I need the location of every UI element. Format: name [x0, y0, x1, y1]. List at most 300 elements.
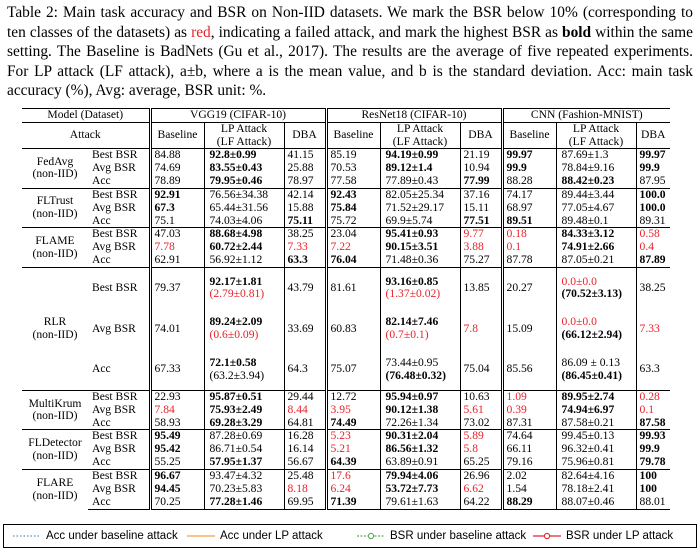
cell-vgg19-lp [204, 267, 284, 308]
cell-value: 82.64±4.16 [561, 469, 615, 483]
cell-value: 72.1±0.58 [209, 356, 257, 370]
cell-resnet18-dba [460, 404, 502, 417]
cell-value: 75.11 [287, 213, 313, 227]
cell-cnn-lp [556, 228, 636, 241]
metric-label: Acc [92, 174, 111, 188]
cell-vgg19-dba [284, 241, 326, 254]
cell-cnn-baseline [502, 267, 556, 308]
cell-vgg19-dba [284, 390, 326, 403]
method-cell [22, 188, 88, 228]
cell-value: 16.28 [287, 429, 314, 443]
cell-resnet18-baseline [326, 228, 380, 241]
cell-value: 68.97 [506, 200, 533, 214]
cell-value: 87.89 [639, 253, 666, 267]
cell-value: 42.14 [287, 187, 314, 201]
cell-value: 10.63 [463, 389, 490, 403]
cell-vgg19-baseline [150, 308, 204, 349]
cell-value: 88.68±4.98 [209, 227, 263, 241]
cell-cnn-lp [556, 267, 636, 308]
method-setting: (non-IID) [32, 448, 78, 462]
cell-value: 88.29 [506, 494, 533, 508]
cell-resnet18-dba [460, 175, 502, 188]
table-row [22, 241, 670, 254]
cell-value: 78.84±9.16 [561, 161, 615, 175]
cell-value: 2.02 [506, 469, 527, 483]
cell-value: 0.1 [506, 240, 522, 254]
cell-vgg19-lp [204, 456, 284, 469]
table-row [22, 175, 670, 188]
cell-value: 81.61 [330, 280, 357, 294]
cell-value: 69.28±3.29 [209, 415, 263, 429]
cell-resnet18-lp [380, 228, 460, 241]
header-lp-label: LP Attack [396, 122, 444, 135]
cell-value: 78.89 [154, 174, 181, 188]
cell-vgg19-lp [204, 483, 284, 496]
cell-value: 65.25 [463, 455, 490, 469]
metric-label: Avg BSR [92, 161, 136, 175]
header-model-cnn: CNN (Fashion-MNIST) [502, 109, 670, 123]
cell-vgg19-dba [284, 149, 326, 162]
cell-resnet18-dba [460, 483, 502, 496]
cell-value: 88.07±0.46 [561, 494, 615, 508]
cell-vgg19-lp [204, 228, 284, 241]
method-name: RLR [43, 315, 67, 329]
cell-value: 79.95±0.46 [209, 174, 263, 188]
cell-value: 77.05±4.67 [561, 200, 615, 214]
cell-resnet18-baseline [326, 470, 380, 483]
cell-cnn-dba [636, 483, 670, 496]
cell-vgg19-dba [284, 404, 326, 417]
cell-value: 7.84 [154, 402, 175, 416]
cell-value: 60.72±2.44 [209, 240, 263, 254]
metric-label: Best BSR [88, 267, 150, 308]
cell-value: 37.16 [463, 187, 490, 201]
cell-cnn-dba [636, 308, 670, 349]
cell-value: 15.09 [506, 321, 533, 335]
metric-label: Avg BSR [92, 402, 136, 416]
cell-value: 0.0±0.0 [561, 315, 597, 329]
header-attack: Attack [22, 123, 150, 149]
cell-lf-value: (70.52±3.13) [561, 287, 622, 301]
cell-value: 0.1 [639, 402, 655, 416]
cell-cnn-lp [556, 456, 636, 469]
cell-value: 90.12±1.38 [385, 402, 439, 416]
cell-value: 0.4 [639, 240, 655, 254]
cell-value: 85.19 [330, 148, 357, 162]
cell-value: 99.93 [639, 429, 666, 443]
method-cell [22, 228, 88, 268]
cell-value: 84.33±3.12 [561, 227, 615, 241]
cell-value: 94.19±0.99 [385, 148, 439, 162]
cell-value: 63.3 [639, 362, 660, 376]
cell-value: 60.83 [330, 321, 357, 335]
cell-value: 41.15 [287, 148, 314, 162]
cell-vgg19-baseline [150, 470, 204, 483]
cell-value: 64.81 [287, 415, 314, 429]
cell-lf-value: (76.48±0.32) [385, 368, 446, 382]
legend-line-icon [532, 532, 562, 540]
cell-resnet18-dba [460, 254, 502, 267]
cell-resnet18-baseline [326, 162, 380, 175]
cell-resnet18-dba [460, 496, 502, 509]
cell-cnn-baseline [502, 308, 556, 349]
cell-value: 75.93±2.49 [209, 402, 263, 416]
table-row [22, 267, 670, 308]
cell-value: 76.04 [330, 253, 357, 267]
header-baseline-vgg19: Baseline [150, 123, 204, 149]
cell-value: 78.18±2.41 [561, 481, 615, 495]
cell-vgg19-baseline [150, 430, 204, 443]
cell-value: 10.94 [463, 161, 490, 175]
cell-value: 85.56 [506, 362, 533, 376]
cell-cnn-baseline [502, 188, 556, 201]
cell-resnet18-lp [380, 162, 460, 175]
cell-vgg19-dba [284, 188, 326, 201]
cell-resnet18-lp [380, 308, 460, 349]
cell-value: 62.91 [154, 253, 181, 267]
header-dba-cnn: DBA [636, 123, 670, 149]
metric-label: Avg BSR [92, 481, 136, 495]
header-model-dataset: Model (Dataset) [22, 109, 150, 123]
metric-label: Avg BSR [92, 200, 136, 214]
cell-value: 87.95 [639, 174, 666, 188]
cell-value: 75.07 [330, 362, 357, 376]
cell-cnn-baseline [502, 496, 556, 509]
header-model-vgg19: VGG19 (CIFAR-10) [150, 109, 326, 123]
cell-resnet18-dba [460, 241, 502, 254]
cell-resnet18-dba [460, 149, 502, 162]
cell-lf-value: (63.2±3.94) [209, 368, 265, 382]
cell-value: 25.48 [287, 469, 314, 483]
cell-value: 7.33 [287, 240, 308, 254]
metric-label: Acc [92, 455, 111, 469]
method-setting: (non-IID) [32, 167, 78, 181]
table-row [22, 404, 670, 417]
cell-resnet18-lp [380, 430, 460, 443]
cell-value: 90.31±2.04 [385, 429, 439, 443]
cell-value: 89.31 [639, 213, 666, 227]
cell-vgg19-baseline [150, 456, 204, 469]
cell-cnn-lp [556, 241, 636, 254]
cell-value: 78.97 [287, 174, 314, 188]
cell-resnet18-baseline [326, 254, 380, 267]
metric-label: Acc [92, 213, 111, 227]
table-row [22, 430, 670, 443]
cell-value: 79.16 [506, 455, 533, 469]
cell-value: 99.45±0.13 [561, 429, 615, 443]
cell-cnn-dba [636, 201, 670, 214]
cell-value: 6.24 [330, 481, 351, 495]
cell-resnet18-baseline [326, 456, 380, 469]
cell-cnn-dba [636, 430, 670, 443]
cell-value: 99.97 [506, 148, 533, 162]
cell-resnet18-lp [380, 267, 460, 308]
cell-value: 15.88 [287, 200, 314, 214]
method-cell [22, 267, 88, 390]
cell-resnet18-dba [460, 228, 502, 241]
method-setting: (non-IID) [32, 327, 78, 341]
cell-resnet18-dba [460, 349, 502, 390]
method-setting: (non-IID) [32, 207, 78, 221]
cell-cnn-lp [556, 188, 636, 201]
cell-value: 87.58 [639, 415, 666, 429]
cell-value: 99.97 [639, 148, 666, 162]
method-setting: (non-IID) [32, 246, 78, 260]
header-lp-attack-cnn [556, 123, 636, 149]
cell-value: 77.28±1.46 [209, 494, 263, 508]
cell-cnn-lp [556, 349, 636, 390]
cell-vgg19-dba [284, 215, 326, 228]
cell-value: 100.0 [639, 187, 666, 201]
cell-value: 25.88 [287, 161, 314, 175]
cell-vgg19-dba [284, 308, 326, 349]
cell-value: 92.8±0.99 [209, 148, 257, 162]
cell-value: 58.93 [154, 415, 181, 429]
cell-resnet18-lp [380, 443, 460, 456]
cell-value: 5.8 [463, 442, 478, 456]
cell-value: 75.72 [330, 213, 357, 227]
figure-legend [3, 524, 697, 548]
metric-label: Acc [92, 415, 111, 429]
cell-value: 23.04 [330, 227, 357, 241]
method-name: FLAME [35, 234, 75, 247]
metric-label: Acc [92, 253, 111, 267]
cell-resnet18-dba [460, 430, 502, 443]
cell-vgg19-lp [204, 188, 284, 201]
cell-value: 72.26±1.34 [385, 415, 439, 429]
cell-cnn-baseline [502, 430, 556, 443]
cell-vgg19-baseline [150, 404, 204, 417]
method-name: FedAvg [36, 154, 74, 168]
cell-value: 20.27 [506, 280, 533, 294]
cell-resnet18-dba [460, 215, 502, 228]
metric-label: Acc [92, 362, 111, 376]
cell-value: 87.78 [506, 253, 533, 267]
metric-label: Best BSR [88, 470, 150, 483]
cell-value: 71.48±0.36 [385, 253, 439, 267]
cell-value: 74.17 [506, 187, 533, 201]
cell-value: 71.39 [330, 494, 357, 508]
cell-cnn-lp [556, 496, 636, 509]
cell-value: 88.28 [506, 174, 533, 188]
cell-vgg19-baseline [150, 390, 204, 403]
cell-value: 99.9 [506, 161, 527, 175]
cell-value: 95.42 [154, 442, 181, 456]
method-cell [22, 430, 88, 470]
metric-label: Avg BSR [92, 240, 136, 254]
cell-value: 95.49 [154, 429, 181, 443]
table-row [22, 456, 670, 469]
cell-resnet18-baseline [326, 404, 380, 417]
cell-value: 74.64 [506, 429, 533, 443]
cell-value: 82.05±25.34 [385, 187, 445, 201]
cell-value: 0.58 [639, 227, 660, 241]
cell-cnn-dba [636, 254, 670, 267]
cell-vgg19-dba [284, 228, 326, 241]
cell-cnn-lp [556, 149, 636, 162]
cell-resnet18-baseline [326, 175, 380, 188]
cell-vgg19-baseline [150, 483, 204, 496]
cell-vgg19-lp [204, 470, 284, 483]
cell-vgg19-dba [284, 430, 326, 443]
cell-vgg19-baseline [150, 175, 204, 188]
cell-value: 88.01 [639, 494, 666, 508]
cell-vgg19-lp [204, 241, 284, 254]
cell-resnet18-dba [460, 201, 502, 214]
header-dba-vgg19: DBA [284, 123, 326, 149]
cell-value: 89.48±0.1 [561, 213, 609, 227]
cell-resnet18-lp [380, 241, 460, 254]
cell-value: 88.42±0.23 [561, 174, 615, 188]
cell-value: 90.15±3.51 [385, 240, 439, 254]
cell-value: 70.23±5.83 [209, 481, 263, 495]
header-lf-label: (LF Attack) [216, 134, 272, 148]
cell-value: 89.24±2.09 [209, 315, 263, 329]
cell-value: 9.77 [463, 227, 484, 241]
cell-vgg19-lp [204, 404, 284, 417]
cell-resnet18-lp [380, 149, 460, 162]
cell-value: 75.04 [463, 362, 490, 376]
cell-value: 74.69 [154, 161, 181, 175]
cell-value: 74.01 [154, 321, 181, 335]
table-row [22, 215, 670, 228]
cell-vgg19-baseline [150, 496, 204, 509]
cell-vgg19-lp [204, 215, 284, 228]
table-row [22, 308, 670, 349]
method-name: FLARE [36, 475, 74, 489]
cell-value: 3.88 [463, 240, 484, 254]
cell-value: 1.54 [506, 481, 527, 495]
cell-cnn-baseline [502, 417, 556, 430]
metric-label: Best BSR [88, 188, 150, 201]
metric-label: Best BSR [88, 149, 150, 162]
cell-value: 77.89±0.43 [385, 174, 439, 188]
cell-resnet18-baseline [326, 349, 380, 390]
cell-resnet18-lp [380, 254, 460, 267]
cell-value: 0.28 [639, 389, 660, 403]
cell-value: 38.25 [287, 227, 314, 241]
cell-resnet18-baseline [326, 483, 380, 496]
cell-vgg19-lp [204, 149, 284, 162]
cell-vgg19-baseline [150, 349, 204, 390]
table-row [22, 254, 670, 267]
cell-cnn-baseline [502, 404, 556, 417]
cell-resnet18-baseline [326, 201, 380, 214]
legend-line-icon [356, 532, 386, 540]
cell-vgg19-lp [204, 496, 284, 509]
cell-vgg19-baseline [150, 443, 204, 456]
cell-vgg19-lp [204, 254, 284, 267]
table-row [22, 188, 670, 201]
cell-lf-value: (0.6±0.09) [209, 327, 259, 341]
cell-value: 0.39 [506, 402, 527, 416]
cell-resnet18-dba [460, 470, 502, 483]
header-lp-attack-vgg19 [204, 123, 284, 149]
cell-vgg19-lp [204, 175, 284, 188]
cell-value: 73.02 [463, 415, 490, 429]
cell-vgg19-baseline [150, 417, 204, 430]
cell-value: 8.44 [287, 402, 308, 416]
cell-value: 21.19 [463, 148, 490, 162]
cell-cnn-baseline [502, 390, 556, 403]
cell-resnet18-baseline [326, 241, 380, 254]
cell-value: 56.92±1.12 [209, 253, 263, 267]
cell-value: 87.31 [506, 415, 533, 429]
cell-value: 100.0 [639, 200, 666, 214]
caption-bold-word: bold [562, 23, 592, 41]
header-lp-attack-resnet18 [380, 123, 460, 149]
header-lp-label: LP Attack [572, 122, 620, 135]
cell-value: 7.78 [154, 240, 175, 254]
cell-cnn-lp [556, 175, 636, 188]
cell-cnn-dba [636, 404, 670, 417]
cell-vgg19-baseline [150, 228, 204, 241]
cell-resnet18-baseline [326, 267, 380, 308]
header-lf-label: (LF Attack) [392, 134, 448, 148]
cell-vgg19-lp [204, 162, 284, 175]
cell-resnet18-baseline [326, 430, 380, 443]
table-row [22, 483, 670, 496]
cell-value: 86.71±0.54 [209, 442, 263, 456]
cell-resnet18-baseline [326, 417, 380, 430]
cell-cnn-dba [636, 417, 670, 430]
cell-value: 77.99 [463, 174, 490, 188]
cell-cnn-dba [636, 390, 670, 403]
cell-resnet18-dba [460, 188, 502, 201]
cell-cnn-baseline [502, 228, 556, 241]
cell-value: 94.45 [154, 481, 181, 495]
cell-vgg19-dba [284, 483, 326, 496]
cell-cnn-dba [636, 228, 670, 241]
cell-vgg19-baseline [150, 267, 204, 308]
method-name: MultiKrum [28, 396, 82, 410]
cell-cnn-dba [636, 470, 670, 483]
cell-vgg19-dba [284, 417, 326, 430]
table-row [22, 496, 670, 509]
cell-resnet18-lp [380, 470, 460, 483]
cell-resnet18-baseline [326, 443, 380, 456]
cell-vgg19-baseline [150, 188, 204, 201]
table-row [22, 349, 670, 390]
cell-cnn-baseline [502, 349, 556, 390]
cell-value: 1.09 [506, 389, 527, 403]
cell-value: 95.87±0.51 [209, 389, 263, 403]
cell-value: 26.96 [463, 469, 490, 483]
cell-value: 96.67 [154, 469, 181, 483]
cell-value: 86.56±1.32 [385, 442, 439, 456]
table-row [22, 149, 670, 162]
cell-value: 71.52±29.17 [385, 200, 445, 214]
method-setting: (non-IID) [32, 409, 78, 423]
cell-value: 99.9 [639, 442, 660, 456]
cell-value: 0.0±0.0 [561, 274, 597, 288]
cell-value: 7.8 [463, 321, 478, 335]
cell-vgg19-lp [204, 390, 284, 403]
cell-resnet18-baseline [326, 149, 380, 162]
cell-value: 29.44 [287, 389, 314, 403]
cell-lf-value: (66.12±2.94) [561, 327, 622, 341]
cell-value: 74.91±2.66 [561, 240, 615, 254]
cell-vgg19-lp [204, 443, 284, 456]
cell-cnn-lp [556, 215, 636, 228]
table-row [22, 443, 670, 456]
cell-value: 77.51 [463, 213, 490, 227]
cell-value: 5.23 [330, 429, 351, 443]
method-cell [22, 149, 88, 189]
cell-vgg19-lp [204, 417, 284, 430]
metric-label: Avg BSR [92, 442, 136, 456]
cell-value: 22.93 [154, 389, 181, 403]
